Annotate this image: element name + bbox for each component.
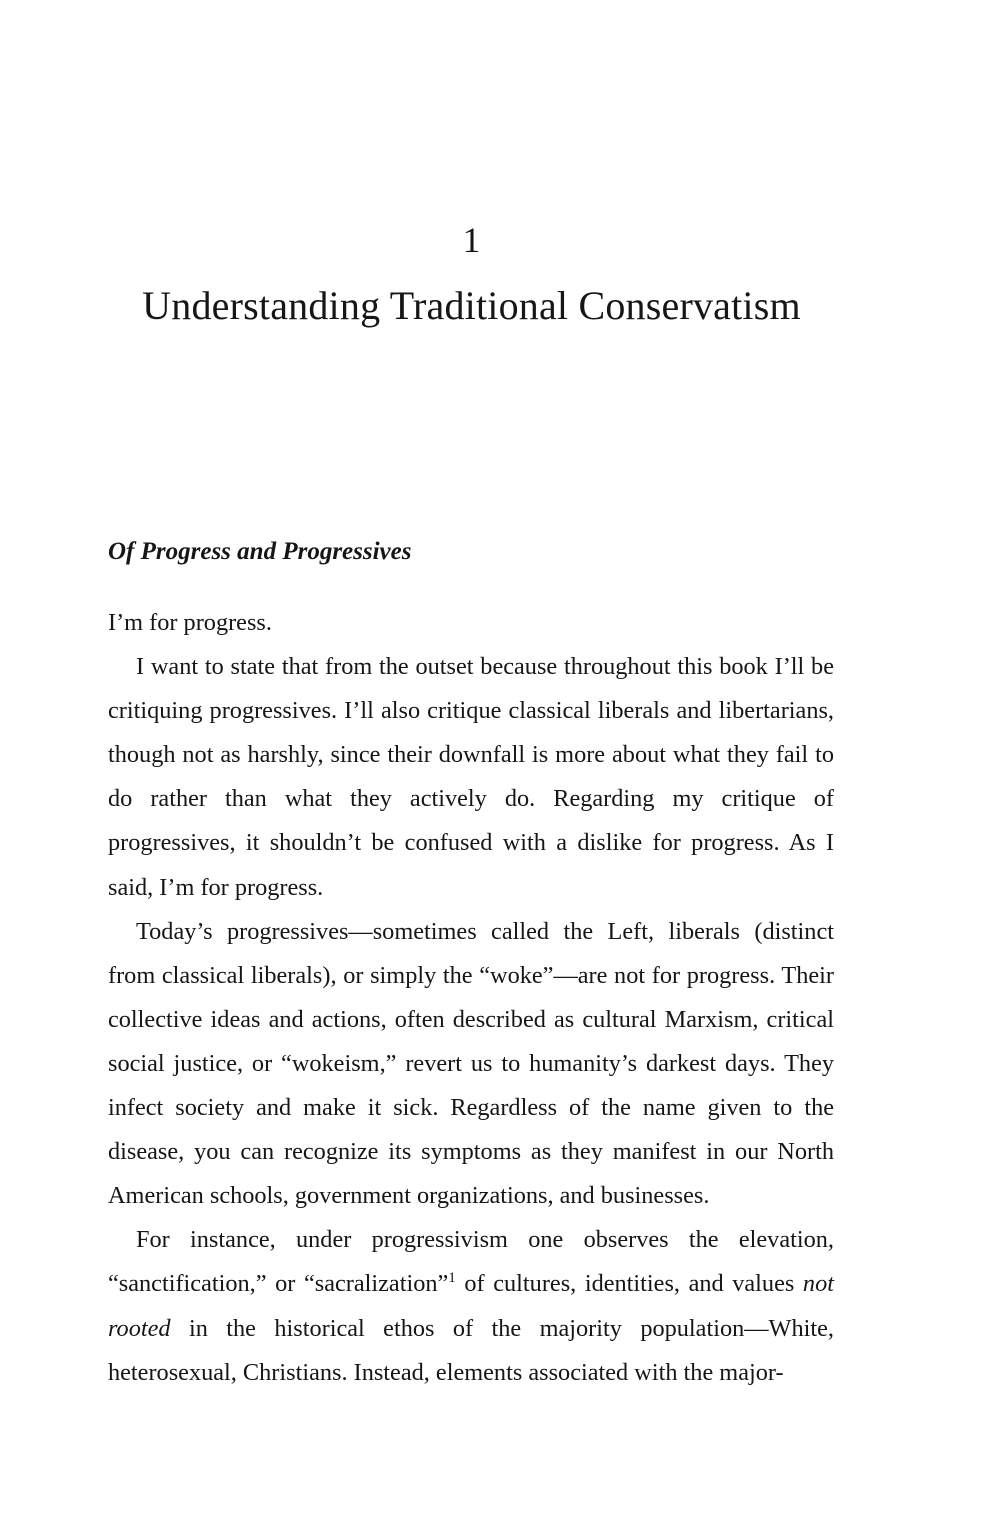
- footnote-marker: 1: [448, 1270, 456, 1287]
- emphasized-text: not rooted: [108, 1270, 834, 1342]
- paragraph-text: of cultures, identities, and values: [455, 1270, 803, 1298]
- section-heading: Of Progress and Progressives: [108, 538, 412, 565]
- body-text: [108, 601, 834, 1395]
- paragraph: I’m for progress.: [108, 609, 272, 636]
- paragraph: [108, 1218, 834, 1394]
- paragraph: Today’s progressives—sometimes called the Left, liberals (distinct from classical liberals), or simply the “woke”—are not for progress. Their collective ideas and actions, often described as cultural Marxism, critical social justice, or “wokeism,” revert us to humanity’s darkest days. They infect society and make it sick. Regardless of the name given to the disease, you can recognize its symptoms as they manifest in our North American schools, government organizations, and businesses.: [108, 917, 834, 1210]
- paragraph-text: in the historical ethos of the majority population—White, heterosexual, Christians. Instead, elements associated with the major-: [108, 1314, 834, 1386]
- paragraph-text: For instance, under progressivism one observes the elevation, “sanctification,” or “sacralization”: [108, 1226, 834, 1298]
- chapter-title: Understanding Traditional Conservatism: [142, 283, 801, 328]
- paragraph: I want to state that from the outset because throughout this book I’ll be critiquing progressives. I’ll also critique classical liberals and libertarians, though not as harshly, since their downfall is more about what they fail to do rather than what they actively do. Regarding my critique of progressives, it shouldn’t be confused with a dislike for progress. As I said, I’m for progress.: [108, 653, 834, 901]
- chapter-number: 1: [462, 220, 481, 260]
